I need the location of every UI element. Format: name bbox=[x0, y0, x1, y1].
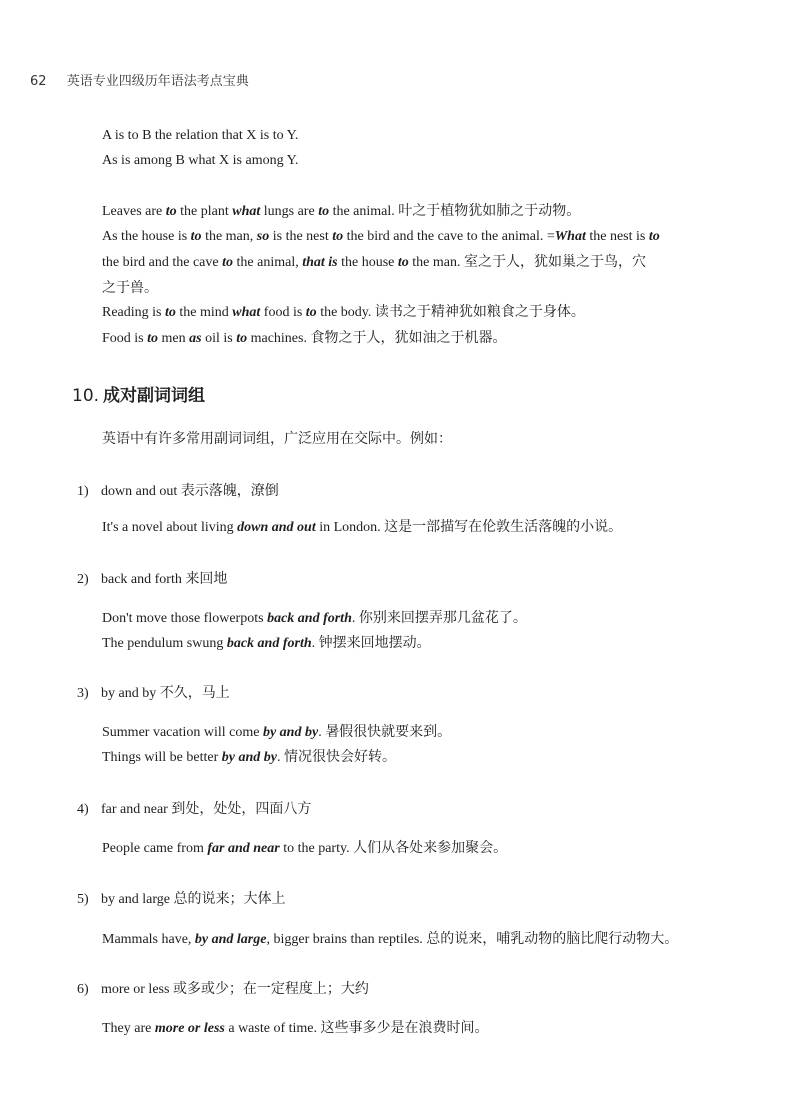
formula-line: As is among B what X is among Y. bbox=[102, 153, 299, 168]
section-number: 10. bbox=[72, 386, 100, 406]
item-example: Summer vacation will come by and by. 暑假很快就要来到。 bbox=[102, 725, 452, 740]
page-number: 62 bbox=[30, 74, 47, 89]
book-title: 英语专业四级历年语法考点宝典 bbox=[66, 74, 249, 89]
item-example: Mammals have, by and large, bigger brains than reptiles. 总的说来，哺乳动物的脑比爬行动物大。 bbox=[102, 932, 679, 947]
example-line: the bird and the cave to the animal, that is the house to the man. 室之于人，犹如巢之于鸟，穴 bbox=[102, 255, 646, 270]
section-heading bbox=[72, 381, 205, 406]
formula-line: A is to B the relation that X is to Y. bbox=[102, 128, 299, 143]
item-example: The pendulum swung back and forth. 钟摆来回地摆动。 bbox=[102, 636, 431, 651]
list-item: 5) by and large 总的说来；大体上 bbox=[77, 892, 286, 907]
example-line: Food is to men as oil is to machines. 食物之于人，犹如油之于机器。 bbox=[102, 331, 507, 346]
example-line: 之于兽。 bbox=[102, 281, 158, 296]
list-item: 1) down and out 表示落魄，潦倒 bbox=[77, 484, 279, 499]
example-line: As the house is to the man, so is the nest to the bird and the cave to the animal. =What the nest is to bbox=[102, 229, 660, 244]
section-intro: 英语中有许多常用副词词组，广泛应用在交际中。例如： bbox=[102, 432, 452, 447]
example-line: Reading is to the mind what food is to the body. 读书之于精神犹如粮食之于身体。 bbox=[102, 305, 585, 320]
list-item: 6) more or less 或多或少；在一定程度上；大约 bbox=[77, 982, 369, 997]
list-item: 2) back and forth 来回地 bbox=[77, 572, 228, 587]
item-example: People came from far and near to the party. 人们从各处来参加聚会。 bbox=[102, 841, 508, 856]
list-item: 4) far and near 到处，处处，四面八方 bbox=[77, 802, 312, 817]
item-example: Things will be better by and by. 情况很快会好转。 bbox=[102, 750, 396, 765]
page-header bbox=[30, 70, 249, 89]
section-title: 成对副词词组 bbox=[103, 386, 206, 406]
example-line: Leaves are to the plant what lungs are to the animal. 叶之于植物犹如肺之于动物。 bbox=[102, 204, 581, 219]
list-item: 3) by and by 不久，马上 bbox=[77, 686, 230, 701]
item-example: It's a novel about living down and out in London. 这是一部描写在伦敦生活落魄的小说。 bbox=[102, 520, 623, 535]
item-example: Don't move those flowerpots back and forth. 你别来回摆弄那几盆花了。 bbox=[102, 611, 527, 626]
item-example: They are more or less a waste of time. 这些事多少是在浪费时间。 bbox=[102, 1021, 489, 1036]
